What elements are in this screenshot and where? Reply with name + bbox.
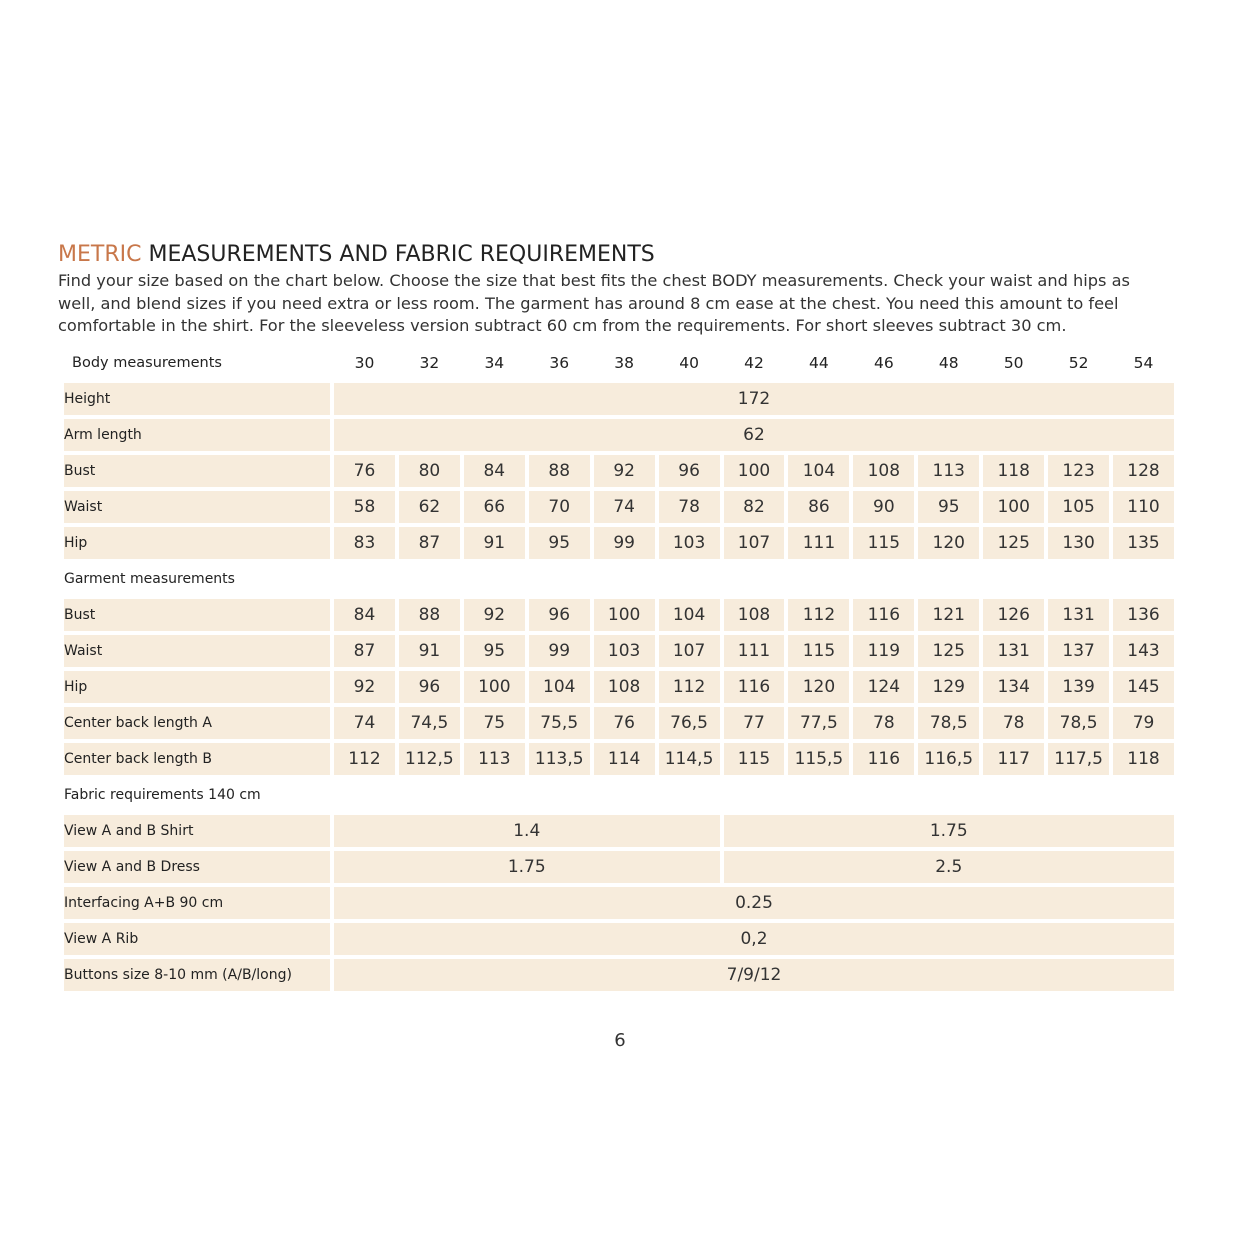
size-header-40: 40 [679,354,699,372]
row-body-hip-cell: 125 [983,527,1044,559]
row-center-back-a-label: Center back length A [64,707,330,739]
row-center-back-a [64,707,1174,739]
row-body-hip-cell: 120 [918,527,979,559]
row-center-back-a-cell: 75 [464,707,525,739]
size-header-38: 38 [614,354,635,372]
row-body-hip-cell: 130 [1048,527,1109,559]
row-center-back-b-cell: 112,5 [399,743,460,775]
row-garment-hip-cell: 112 [659,671,720,703]
row-center-back-b-cell: 116,5 [918,743,979,775]
row-body-waist-cell: 105 [1048,491,1109,523]
row-arm-length [64,419,1174,451]
row-body-waist-cell: 90 [853,491,914,523]
row-body-bust-cell: 96 [659,455,720,487]
row-center-back-b-cell: 113 [464,743,525,775]
row-center-back-a-cell: 74,5 [399,707,460,739]
row-garment-waist-cell: 99 [529,635,590,667]
row-arm-length-value: 62 [334,419,1174,451]
row-body-hip-cell: 99 [594,527,655,559]
row-body-hip [64,527,1174,559]
row-center-back-b-cell: 115 [724,743,785,775]
row-garment-hip-cell: 129 [918,671,979,703]
row-body-bust-cell: 100 [724,455,785,487]
row-rib-value: 0,2 [334,923,1174,955]
row-garment-hip-label: Hip [64,671,330,703]
row-body-hip-cell: 111 [788,527,849,559]
row-body-waist-cell: 58 [334,491,395,523]
row-garment-waist-cell: 107 [659,635,720,667]
header-label: Body measurements [72,355,222,371]
row-body-waist-cell: 110 [1113,491,1174,523]
row-body-hip-cell: 95 [529,527,590,559]
row-body-bust-cell: 108 [853,455,914,487]
row-body-bust-cell: 92 [594,455,655,487]
row-body-waist-cell: 66 [464,491,525,523]
row-body-hip-cell: 135 [1113,527,1174,559]
row-fabric-shirt-small-sizes: 1.4 [334,815,720,847]
row-garment-bust-cell: 126 [983,599,1044,631]
row-garment-waist-cell: 91 [399,635,460,667]
section-fabric-requirements [64,779,1174,811]
row-garment-waist-cell: 125 [918,635,979,667]
row-body-bust-cell: 128 [1113,455,1174,487]
row-fabric-dress [64,851,1174,883]
row-body-waist-cell: 82 [724,491,785,523]
row-garment-hip-cell: 104 [529,671,590,703]
size-chart-table [60,343,1178,995]
row-body-bust-label: Bust [64,455,330,487]
size-header-32: 32 [419,354,440,372]
row-center-back-b-cell: 116 [853,743,914,775]
row-center-back-a-cell: 78,5 [1048,707,1109,739]
row-garment-waist-label: Waist [64,635,330,667]
row-garment-hip-cell: 139 [1048,671,1109,703]
page-title [58,242,655,267]
size-header-48: 48 [938,354,959,372]
row-garment-hip-cell: 92 [334,671,395,703]
row-center-back-a-cell: 79 [1113,707,1174,739]
row-center-back-b-cell: 117,5 [1048,743,1109,775]
row-height-label: Height [64,383,330,415]
row-center-back-b-cell: 113,5 [529,743,590,775]
row-garment-waist-cell: 103 [594,635,655,667]
title-accent: METRIC [58,242,142,267]
row-fabric-shirt [64,815,1174,847]
row-garment-waist-cell: 119 [853,635,914,667]
row-body-bust [64,455,1174,487]
row-center-back-b-cell: 114 [594,743,655,775]
row-body-waist [64,491,1174,523]
row-body-waist-label: Waist [64,491,330,523]
row-rib-label: View A Rib [64,923,330,955]
row-buttons-value: 7/9/12 [334,959,1174,991]
row-center-back-b-cell: 117 [983,743,1044,775]
row-fabric-dress-small-sizes: 1.75 [334,851,720,883]
row-fabric-dress-label: View A and B Dress [64,851,330,883]
row-center-back-b-label: Center back length B [64,743,330,775]
row-garment-hip-cell: 108 [594,671,655,703]
row-body-waist-cell: 86 [788,491,849,523]
row-garment-hip-cell: 134 [983,671,1044,703]
row-center-back-a-cell: 75,5 [529,707,590,739]
row-body-hip-cell: 103 [659,527,720,559]
row-garment-bust-cell: 108 [724,599,785,631]
row-buttons [64,959,1174,991]
row-center-back-a-cell: 78 [853,707,914,739]
size-header-54: 54 [1133,354,1154,372]
title-rest: MEASUREMENTS AND FABRIC REQUIREMENTS [148,242,655,267]
row-height-value: 172 [334,383,1174,415]
row-garment-hip [64,671,1174,703]
row-body-hip-cell: 107 [724,527,785,559]
row-garment-bust-cell: 116 [853,599,914,631]
row-body-waist-cell: 78 [659,491,720,523]
size-header-52: 52 [1068,354,1089,372]
row-body-hip-cell: 115 [853,527,914,559]
row-body-bust-cell: 84 [464,455,525,487]
size-header-30: 30 [354,354,375,372]
size-header-34: 34 [484,354,505,372]
row-body-bust-cell: 113 [918,455,979,487]
section-garment-measurements-label: Garment measurements [64,571,235,587]
size-header-50: 50 [1003,354,1024,372]
row-body-waist-cell: 100 [983,491,1044,523]
row-body-waist-cell: 74 [594,491,655,523]
row-garment-bust-label: Bust [64,599,330,631]
section-fabric-requirements-label: Fabric requirements 140 cm [64,787,261,803]
row-body-hip-cell: 83 [334,527,395,559]
intro-line: Find your size based on the chart below. Choose the size that best fits the chest BODY measurements. Check your waist and hips as [58,271,1130,290]
size-header-44: 44 [809,354,829,372]
row-garment-waist-cell: 131 [983,635,1044,667]
row-garment-hip-cell: 120 [788,671,849,703]
row-center-back-b-cell: 114,5 [659,743,720,775]
row-body-bust-cell: 118 [983,455,1044,487]
row-garment-hip-cell: 100 [464,671,525,703]
row-height [64,383,1174,415]
size-header-42: 42 [744,354,764,372]
row-garment-bust [64,599,1174,631]
row-body-bust-cell: 76 [334,455,395,487]
row-center-back-a-cell: 74 [334,707,395,739]
row-center-back-b [64,743,1174,775]
row-garment-bust-cell: 100 [594,599,655,631]
row-fabric-shirt-label: View A and B Shirt [64,815,330,847]
row-body-hip-cell: 91 [464,527,525,559]
row-body-bust-cell: 80 [399,455,460,487]
row-garment-bust-cell: 92 [464,599,525,631]
row-garment-bust-cell: 112 [788,599,849,631]
intro-line: well, and blend sizes if you need extra or less room. The garment has around 8 cm ease at the chest. You need this amount to feel [58,293,1119,313]
row-garment-waist-cell: 143 [1113,635,1174,667]
row-garment-waist-cell: 137 [1048,635,1109,667]
row-garment-bust-cell: 104 [659,599,720,631]
row-body-waist-cell: 62 [399,491,460,523]
page-number: 6 [614,1030,626,1051]
intro-line: comfortable in the shirt. For the sleeveless version subtract 60 cm from the requirements. For short sleeves subtract 30 cm. [58,316,1067,335]
row-garment-bust-cell: 88 [399,599,460,631]
row-center-back-a-cell: 76,5 [659,707,720,739]
row-garment-bust-cell: 84 [334,599,395,631]
row-garment-waist-cell: 111 [724,635,785,667]
row-garment-bust-cell: 131 [1048,599,1109,631]
size-header-36: 36 [549,354,570,372]
row-garment-bust-cell: 136 [1113,599,1174,631]
size-header-row [64,347,1174,379]
row-garment-bust-cell: 96 [529,599,590,631]
row-interfacing [64,887,1174,919]
row-garment-bust-cell: 121 [918,599,979,631]
row-center-back-b-cell: 118 [1113,743,1174,775]
row-body-waist-cell: 70 [529,491,590,523]
row-garment-hip-cell: 145 [1113,671,1174,703]
row-garment-hip-cell: 116 [724,671,785,703]
row-garment-waist-cell: 115 [788,635,849,667]
row-body-hip-cell: 87 [399,527,460,559]
row-center-back-a-cell: 77,5 [788,707,849,739]
intro-paragraph [58,270,1188,338]
section-garment-measurements [64,563,1174,595]
row-center-back-a-cell: 78 [983,707,1044,739]
row-body-bust-cell: 104 [788,455,849,487]
row-center-back-b-cell: 112 [334,743,395,775]
chart-body [64,383,1174,991]
row-center-back-a-cell: 76 [594,707,655,739]
row-garment-waist-cell: 95 [464,635,525,667]
row-center-back-b-cell: 115,5 [788,743,849,775]
row-buttons-label: Buttons size 8-10 mm (A/B/long) [64,959,330,991]
row-body-waist-cell: 95 [918,491,979,523]
row-arm-length-label: Arm length [64,419,330,451]
row-body-hip-label: Hip [64,527,330,559]
row-rib [64,923,1174,955]
row-garment-waist [64,635,1174,667]
row-center-back-a-cell: 77 [724,707,785,739]
row-interfacing-value: 0.25 [334,887,1174,919]
row-garment-hip-cell: 124 [853,671,914,703]
row-body-bust-cell: 88 [529,455,590,487]
row-fabric-dress-large-sizes: 2.5 [724,851,1174,883]
row-garment-waist-cell: 87 [334,635,395,667]
row-interfacing-label: Interfacing A+B 90 cm [64,887,330,919]
row-fabric-shirt-large-sizes: 1.75 [724,815,1174,847]
row-center-back-a-cell: 78,5 [918,707,979,739]
row-garment-hip-cell: 96 [399,671,460,703]
row-body-bust-cell: 123 [1048,455,1109,487]
size-header-46: 46 [873,354,894,372]
